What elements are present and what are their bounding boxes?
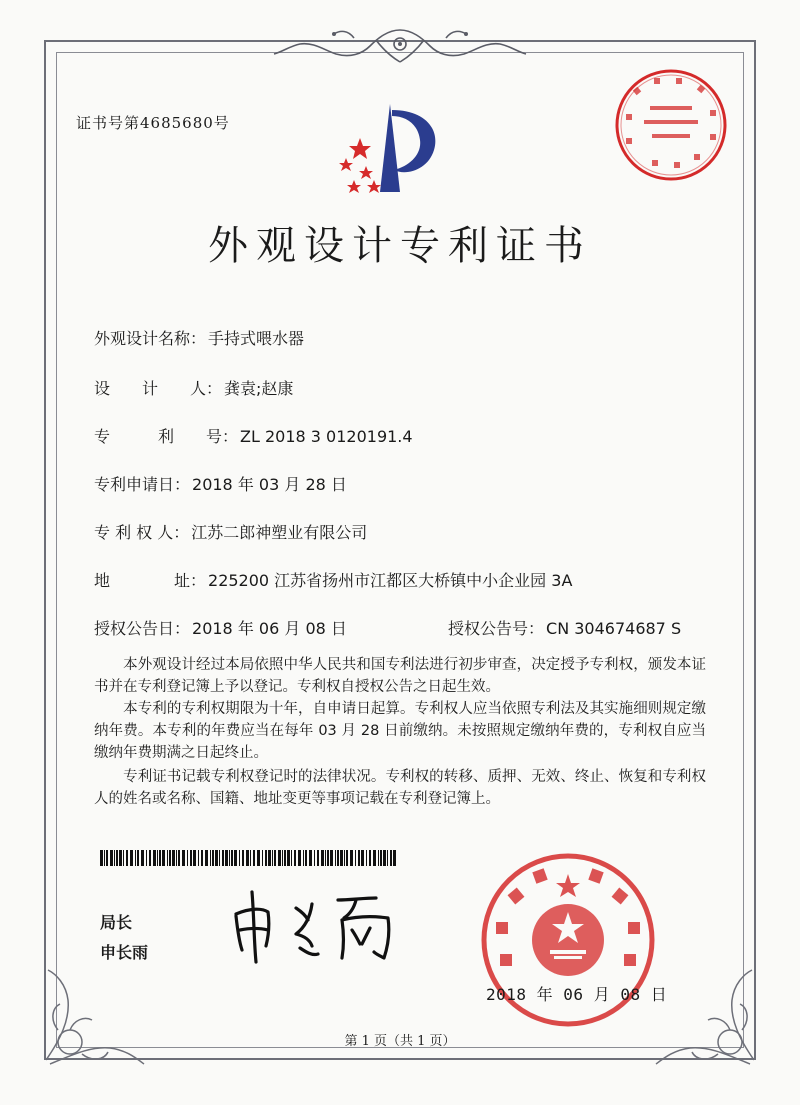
barcode-bar [119,850,122,866]
barcode-bar [346,850,348,866]
barcode-bar [298,850,301,866]
barcode-bar [358,850,360,866]
barcode-bar [380,850,382,866]
barcode-bar [210,850,211,866]
grant-number-row [448,616,681,639]
barcode-bar [272,850,273,866]
barcode-bar [239,850,240,866]
official-title: 局长 [100,913,133,932]
barcode-bar [274,850,276,866]
barcode-bar [265,850,267,866]
barcode-bar [366,850,367,866]
agency-seal [612,66,730,184]
address-label: 地 址： [94,571,207,590]
barcode-bar [262,850,263,866]
filing-date-label: 专利申请日： [94,475,191,494]
barcode-bar [162,850,165,866]
barcode-bar [287,850,290,866]
barcode-bar [335,850,336,866]
barcode-bar [250,850,251,866]
barcode-bar [219,850,220,866]
barcode-bar [176,850,177,866]
barcode-bar [309,850,312,866]
barcode-bar [369,850,371,866]
page-number: 第 1 页（共 1 页） [344,1034,456,1049]
barcode-bar [212,850,214,866]
barcode-bar [390,850,392,866]
official-name: 申长雨 [100,943,149,962]
grant-date-label: 授权公告日： [94,619,191,638]
barcode-bar [355,850,356,866]
barcode-bar [146,850,147,866]
barcode-bar [167,850,168,866]
barcode-bar [231,850,233,866]
barcode-bar [153,850,156,866]
barcode-bar [149,850,151,866]
address-row [94,568,572,591]
barcode-bar [325,850,326,866]
barcode [100,850,396,866]
barcode-bar [321,850,324,866]
barcode-bar [169,850,171,866]
barcode-bar [387,850,388,866]
barcode-bar [126,850,128,866]
top-ornament [270,24,530,68]
barcode-bar [215,850,218,866]
bottom-left-ornament [40,960,150,1070]
barcode-bar [172,850,175,866]
barcode-bar [317,850,319,866]
barcode-bar [137,850,139,866]
barcode-bar [340,850,343,866]
barcode-bar [361,850,364,866]
barcode-bar [393,850,396,866]
barcode-bar [225,850,228,866]
barcode-bar [378,850,379,866]
barcode-bar [135,850,136,866]
barcode-bar [205,850,208,866]
address-value: 225200 江苏省扬州市江都区大桥镇中小企业园 3A [208,571,573,590]
barcode-bar [187,850,188,866]
grant-number-label: 授权公告号： [448,619,545,638]
certificate-title: 外观设计专利证书 [208,223,592,269]
barcode-bar [234,850,237,866]
barcode-bar [314,850,315,866]
design-name-value: 手持式喂水器 [208,329,305,348]
barcode-bar [303,850,304,866]
barcode-bar [198,850,199,866]
barcode-bar [104,850,105,866]
barcode-bar [327,850,329,866]
designer-label: 设 计 人： [94,379,223,398]
barcode-bar [373,850,376,866]
barcode-bar [178,850,180,866]
barcode-bar [337,850,339,866]
grant-date-row [94,616,347,639]
paragraph-legal-status: 专利证书记载专利权登记时的法律状况。专利权的转移、质押、无效、终止、恢复和专利权人的姓名或名称、国籍、地址变更等事项记载在专利登记簿上。 [94,769,706,807]
barcode-bar [257,850,260,866]
barcode-bar [130,850,133,866]
barcode-bar [330,850,333,866]
barcode-bar [350,850,353,866]
design-name-row [94,326,304,349]
seal-date: 2018 年 06 月 08 日 [486,985,668,1004]
patent-number-row [94,424,413,447]
patent-office-logo [330,100,450,200]
barcode-bar [157,850,158,866]
barcode-bar [242,850,244,866]
barcode-bar [268,850,271,866]
barcode-bar [190,850,192,866]
barcode-bar [141,850,144,866]
certificate-number: 证书号第4685680号 [76,114,230,132]
barcode-bar [106,850,108,866]
barcode-bar [201,850,203,866]
designer-value: 龚袁;赵康 [224,379,294,398]
barcode-bar [305,850,307,866]
barcode-bar [229,850,230,866]
barcode-bar [123,850,124,866]
barcode-bar [100,850,103,866]
patent-number-value: ZL 2018 3 0120191.4 [240,427,413,446]
barcode-bar [282,850,283,866]
barcode-bar [182,850,185,866]
patentee-label: 专 利 权 人： [94,523,190,542]
director-signature [226,886,406,966]
barcode-bar [278,850,281,866]
filing-date-value: 2018 年 03 月 28 日 [192,475,347,494]
barcode-bar [284,850,286,866]
barcode-bar [159,850,161,866]
barcode-bar [222,850,224,866]
barcode-bar [193,850,196,866]
barcode-bar [246,850,249,866]
grant-date-value: 2018 年 06 月 08 日 [192,619,347,638]
bottom-right-ornament [650,960,760,1070]
barcode-bar [116,850,118,866]
filing-date-row [94,472,347,495]
barcode-bar [291,850,292,866]
patent-number-label: 专 利 号： [94,427,239,446]
barcode-bar [294,850,296,866]
patentee-row [94,520,367,543]
barcode-bar [383,850,386,866]
design-name-label: 外观设计名称： [94,329,207,348]
designer-row [94,376,293,399]
paragraph-grant: 本外观设计经过本局依照中华人民共和国专利法进行初步审查，决定授予专利权，颁发本证书并在专利登记簿上予以登记。专利权自授权公告之日起生效。 [94,657,706,695]
patentee-value: 江苏二郎神塑业有限公司 [191,523,368,542]
barcode-bar [110,850,113,866]
barcode-bar [114,850,115,866]
barcode-bar [344,850,345,866]
grant-number-value: CN 304674687 S [546,619,682,638]
barcode-bar [253,850,255,866]
paragraph-term: 本专利的专利权期限为十年，自申请日起算。专利权人应当依照专利法及其实施细则规定缴纳年费。本专利的年费应当在每年 03 月 28 日前缴纳。未按照规定缴纳年费的，专利权自应当缴纳年费期满之日起终止。 [94,701,706,761]
